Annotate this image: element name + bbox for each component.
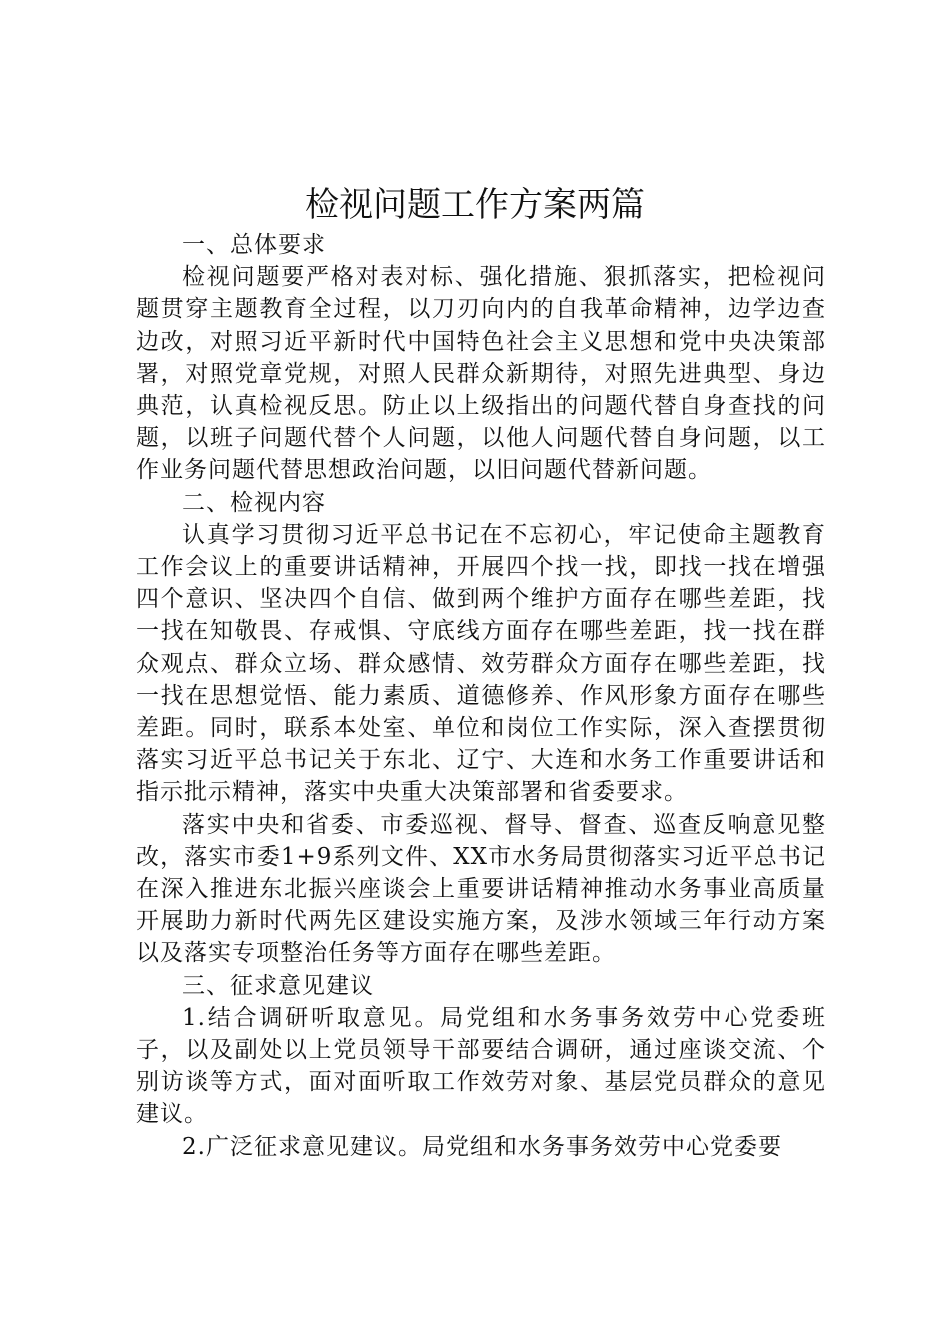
document-title: 检视问题工作方案两篇: [305, 185, 645, 225]
paragraph: 认真学习贯彻习近平总书记在不忘初心，牢记使命主题教育工作会议上的重要讲话精神，开展四个找一找，即找一找在增强四个意识、坚决四个自信、做到两个维护方面存在哪些差距，找一找在知敬畏、存戒惧、守底线方面存在哪些差距，找一找在群众观点、群众立场、群众感情、效劳群众方面存在哪些差距，找一找在思想觉悟、能力素质、道德修养、作风形象方面存在哪些差距。同时，联系本处室、单位和岗位工作实际，深入查摆贯彻落实习近平总书记关于东北、辽宁、大连和水务工作重要讲话和指示批示精神，落实中央重大决策部署和省委要求。: [136, 521, 826, 806]
paragraph: 落实中央和省委、市委巡视、督导、督查、巡查反响意见整改，落实市委1+9系列文件、XX市水务局贯彻落实习近平总书记在深入推进东北振兴座谈会上重要讲话精神推动水务事业高质量开展助力新时代两先区建设实施方案，及涉水领域三年行动方案以及落实专项整治任务等方面存在哪些差距。: [136, 811, 826, 967]
paragraph: 1.结合调研听取意见。局党组和水务事务效劳中心党委班子，以及副处以上党员领导干部要结合调研，通过座谈交流、个别访谈等方式，面对面听取工作效劳对象、基层党员群众的意见建议。: [136, 1004, 826, 1128]
paragraph: 2.广泛征求意见建议。局党组和水务事务效劳中心党委要: [182, 1133, 782, 1160]
section-heading: 三、征求意见建议: [182, 972, 374, 999]
section-heading: 二、检视内容: [182, 489, 326, 516]
paragraph: 检视问题要严格对表对标、强化措施、狠抓落实，把检视问题贯穿主题教育全过程，以刀刃向内的自我革命精神，边学边查边改，对照习近平新时代中国特色社会主义思想和党中央决策部署，对照党章党规，对照人民群众新期待，对照先进典型、身边典范，认真检视反思。防止以上级指出的问题代替自身查找的问题，以班子问题代替个人问题，以他人问题代替自身问题，以工作业务问题代替思想政治问题，以旧问题代替新问题。: [136, 264, 826, 484]
section-heading: 一、总体要求: [182, 232, 326, 258]
document-body: [136, 229, 826, 1163]
